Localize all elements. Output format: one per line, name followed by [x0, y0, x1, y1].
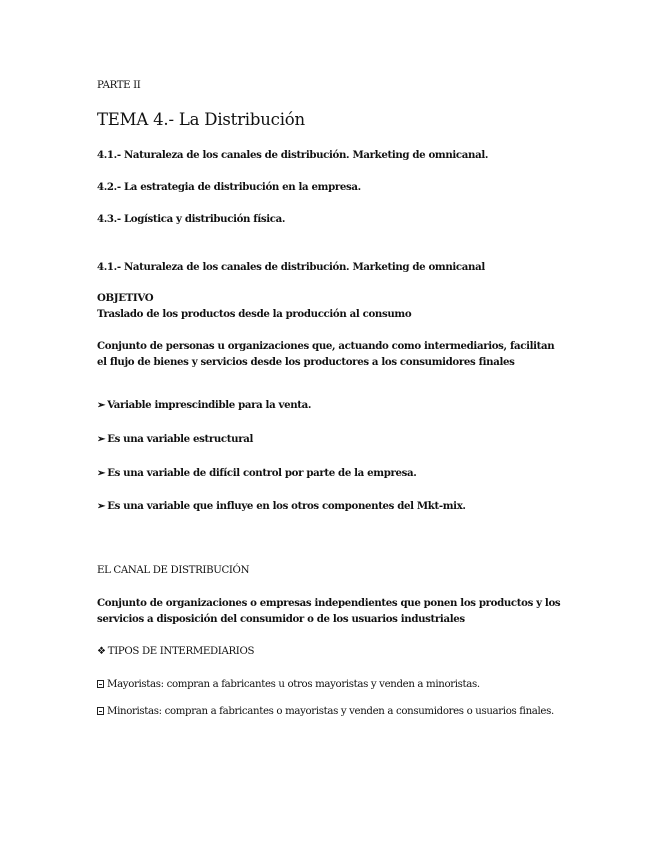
distribution-definition: Conjunto de personas u organizaciones que, actuando como intermediarios, facilitan el flujo de bienes y servicios desde los productores a los consumidores finales — [97, 340, 555, 368]
list-item — [97, 704, 567, 720]
index-item: 4.2.- La estrategia de distribución en la empresa. — [97, 181, 361, 193]
list-item-text: Es una variable de difícil control por parte de la empresa. — [107, 467, 417, 479]
list-item-text: Es una variable estructural — [107, 433, 253, 445]
objective-text: Traslado de los productos desde la producción al consumo — [97, 308, 412, 320]
diamond-bullet-icon: ❖ — [97, 646, 106, 657]
box-bullet-icon — [97, 707, 104, 715]
list-item — [97, 465, 416, 481]
section-heading: 4.1.- Naturaleza de los canales de distribución. Marketing de omnicanal — [97, 261, 485, 273]
types-heading — [97, 644, 254, 660]
channel-definition: Conjunto de organizaciones o empresas independientes que ponen los productos y los servicios a disposición del consumidor o de los usuarios industriales — [97, 597, 561, 625]
list-item — [97, 677, 480, 693]
box-bullet-icon — [97, 680, 104, 688]
arrow-bullet-icon: ➢ — [97, 467, 106, 479]
topic-title: TEMA 4.- La Distribución — [97, 110, 305, 129]
arrow-bullet-icon: ➢ — [97, 433, 106, 445]
objective-label: OBJETIVO — [97, 292, 154, 304]
list-item-text: Minoristas: compran a fabricantes o mayoristas y venden a consumidores o usuarios finales. — [107, 706, 554, 717]
list-item — [97, 498, 466, 514]
list-item — [97, 397, 311, 413]
types-heading-text: TIPOS DE INTERMEDIARIOS — [107, 646, 255, 657]
list-item-text: Mayoristas: compran a fabricantes u otros mayoristas y venden a minoristas. — [107, 679, 480, 690]
section-heading: EL CANAL DE DISTRIBUCIÓN — [97, 565, 250, 576]
list-item-text: Es una variable que influye en los otros componentes del Mkt-mix. — [107, 500, 466, 512]
part-label: PARTE II — [97, 80, 141, 91]
index-item: 4.1.- Naturaleza de los canales de distribución. Marketing de omnicanal. — [97, 149, 489, 161]
arrow-bullet-icon: ➢ — [97, 500, 106, 512]
index-item: 4.3.- Logística y distribución física. — [97, 213, 286, 225]
list-item — [97, 431, 253, 447]
list-item-text: Variable imprescindible para la venta. — [107, 399, 312, 411]
arrow-bullet-icon: ➢ — [97, 399, 106, 411]
